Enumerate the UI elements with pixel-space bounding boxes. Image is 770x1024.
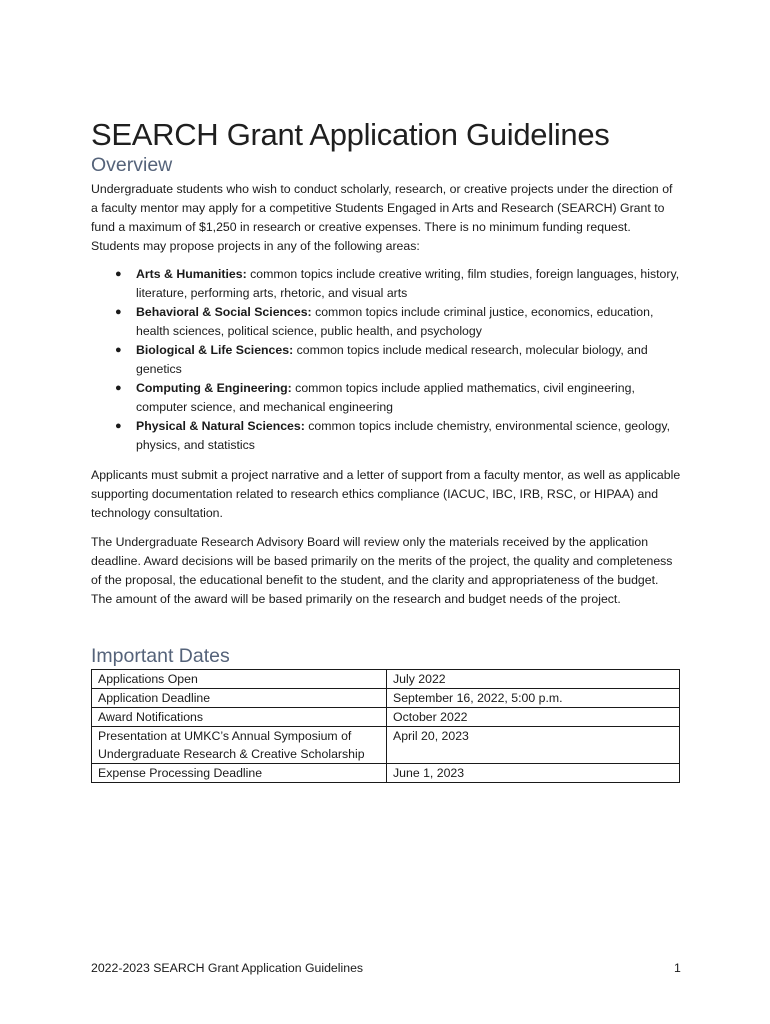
important-dates-table	[91, 669, 680, 783]
table-row	[92, 689, 680, 708]
important-dates-heading: Important Dates	[91, 645, 230, 667]
table-row	[92, 708, 680, 727]
date-value: July 2022	[387, 670, 680, 689]
table-row	[92, 670, 680, 689]
overview-intro: Undergraduate students who wish to conduct scholarly, research, or creative projects under the direction of a faculty mentor may apply for a competitive Students Engaged in Arts and Research (SEARCH) Grant to fund a maximum of $1,250 in research or creative expenses. There is no minimum funding request. Students may propose projects in any of the following areas:	[91, 182, 673, 253]
date-value: October 2022	[387, 708, 680, 727]
bullet-icon: ●	[115, 382, 122, 394]
table-row	[92, 727, 680, 764]
bullet-icon: ●	[115, 306, 122, 318]
table-row	[92, 764, 680, 783]
area-name: Behavioral & Social Sciences:	[136, 305, 312, 319]
area-topics: common topics include applied mathematics, civil engineering, computer science, and mechanical engineering	[136, 381, 635, 414]
footer-document-name: 2022-2023 SEARCH Grant Application Guidelines	[91, 961, 364, 975]
review-criteria-paragraph: The Undergraduate Research Advisory Board will review only the materials received by the application deadline. Award decisions will be based primarily on the merits of the project, the quality and completeness of the proposal, the educational benefit to the student, and the clarity and appropriateness of the budget. The amount of the award will be based primarily on the research and budget needs of the project.	[91, 535, 673, 606]
list-item-biological-life	[91, 341, 681, 379]
bullet-icon: ●	[115, 268, 122, 280]
date-value: September 16, 2022, 5:00 p.m.	[387, 689, 680, 708]
date-label: Award Notifications	[92, 708, 387, 727]
date-label: Expense Processing Deadline	[92, 764, 387, 783]
date-value: April 20, 2023	[387, 727, 680, 764]
date-value: June 1, 2023	[387, 764, 680, 783]
date-label: Application Deadline	[92, 689, 387, 708]
date-label: Applications Open	[92, 670, 387, 689]
area-topics: common topics include medical research, molecular biology, and genetics	[136, 343, 648, 376]
list-item-arts-humanities	[91, 265, 681, 303]
list-item-physical-natural	[91, 417, 681, 455]
area-name: Computing & Engineering:	[136, 381, 292, 395]
area-name: Arts & Humanities:	[136, 267, 247, 281]
areas-list	[91, 265, 681, 455]
list-item-behavioral-social	[91, 303, 681, 341]
area-name: Biological & Life Sciences:	[136, 343, 294, 357]
list-item-computing-engineering	[91, 379, 681, 417]
area-name: Physical & Natural Sciences:	[136, 419, 305, 433]
bullet-icon: ●	[115, 344, 122, 356]
page-title: SEARCH Grant Application Guidelines	[91, 116, 610, 152]
area-topics: common topics include criminal justice, economics, education, health sciences, political science, public health, and psychology	[136, 305, 654, 338]
area-topics: common topics include creative writing, film studies, foreign languages, history, literature, performing arts, rhetoric, and visual arts	[136, 267, 680, 300]
footer-page-number: 1	[674, 961, 681, 975]
area-topics: common topics include chemistry, environmental science, geology, physics, and statistics	[136, 419, 671, 452]
bullet-icon: ●	[115, 420, 122, 432]
date-label: Presentation at UMKC’s Annual Symposium of Undergraduate Research & Creative Scholarship	[92, 727, 387, 764]
submission-requirements-paragraph: Applicants must submit a project narrative and a letter of support from a faculty mentor, as well as applicable supporting documentation related to research ethics compliance (IACUC, IBC, IRB, RSC, or HIPAA) and technology consultation.	[91, 468, 681, 520]
overview-heading: Overview	[91, 154, 173, 176]
